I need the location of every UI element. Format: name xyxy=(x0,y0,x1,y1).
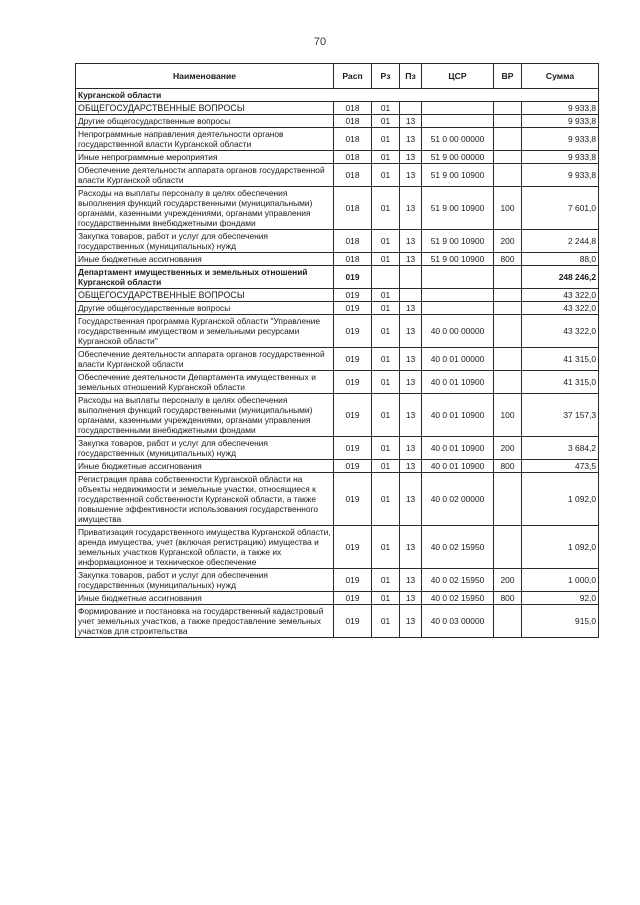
cell-rz: 01 xyxy=(372,230,400,253)
cell-csr: 40 0 03 00000 xyxy=(422,605,494,638)
cell-sum: 9 933,8 xyxy=(522,115,599,128)
cell-sum: 88,0 xyxy=(522,253,599,266)
cell-vr: 200 xyxy=(494,230,522,253)
cell-pz: 13 xyxy=(400,187,422,230)
cell-csr xyxy=(422,302,494,315)
cell-name: Закупка товаров, работ и услуг для обеспечения государственных (муниципальных) нужд xyxy=(76,569,334,592)
cell-name: ОБЩЕГОСУДАРСТВЕННЫЕ ВОПРОСЫ xyxy=(76,289,334,302)
cell-pz: 13 xyxy=(400,128,422,151)
cell-pz: 13 xyxy=(400,394,422,437)
table-row xyxy=(76,187,599,230)
cell-pz: 13 xyxy=(400,115,422,128)
cell-vr xyxy=(494,473,522,526)
cell-rz: 01 xyxy=(372,371,400,394)
cell-vr xyxy=(494,302,522,315)
cell-sum: 3 684,2 xyxy=(522,437,599,460)
cell-sum: 1 092,0 xyxy=(522,526,599,569)
budget-table xyxy=(75,63,599,638)
cell-sum: 41 315,0 xyxy=(522,348,599,371)
cell-name: Иные бюджетные ассигнования xyxy=(76,253,334,266)
header-rasp: Расп xyxy=(334,64,372,89)
header-csr: ЦСР xyxy=(422,64,494,89)
cell-vr: 200 xyxy=(494,437,522,460)
table-row xyxy=(76,115,599,128)
cell-rasp: 019 xyxy=(334,605,372,638)
cell-name: Закупка товаров, работ и услуг для обеспечения государственных (муниципальных) нужд xyxy=(76,230,334,253)
cell-name: Обеспечение деятельности аппарата органов государственной власти Курганской области xyxy=(76,164,334,187)
cell-pz: 13 xyxy=(400,437,422,460)
cell-rasp: 019 xyxy=(334,473,372,526)
cell-rz: 01 xyxy=(372,253,400,266)
table-row xyxy=(76,289,599,302)
cell-sum: 248 246,2 xyxy=(522,266,599,289)
cell-pz: 13 xyxy=(400,526,422,569)
cell-rasp: 019 xyxy=(334,266,372,289)
table-row xyxy=(76,526,599,569)
cell-vr xyxy=(494,526,522,569)
cell-csr: 40 0 00 00000 xyxy=(422,315,494,348)
cell-pz: 13 xyxy=(400,302,422,315)
table-row xyxy=(76,164,599,187)
cell-rasp: 018 xyxy=(334,128,372,151)
cell-rasp: 018 xyxy=(334,151,372,164)
cell-rz xyxy=(372,266,400,289)
cell-rasp: 019 xyxy=(334,569,372,592)
cell-pz: 13 xyxy=(400,315,422,348)
cell-rz: 01 xyxy=(372,473,400,526)
cell-csr: 51 9 00 10900 xyxy=(422,164,494,187)
cell-rz: 01 xyxy=(372,115,400,128)
cell-vr xyxy=(494,371,522,394)
cell-rasp: 019 xyxy=(334,302,372,315)
cell-vr xyxy=(494,115,522,128)
cell-rasp: 018 xyxy=(334,187,372,230)
table-row xyxy=(76,253,599,266)
header-rz: Рз xyxy=(372,64,400,89)
cell-csr xyxy=(422,289,494,302)
cell-sum: 37 157,3 xyxy=(522,394,599,437)
cell-pz: 13 xyxy=(400,253,422,266)
table-row xyxy=(76,371,599,394)
cell-sum: 9 933,8 xyxy=(522,128,599,151)
table-row xyxy=(76,437,599,460)
cell-rasp: 018 xyxy=(334,253,372,266)
table-row xyxy=(76,394,599,437)
table-row xyxy=(76,592,599,605)
header-pz: Пз xyxy=(400,64,422,89)
cell-csr: 51 9 00 10900 xyxy=(422,253,494,266)
table-row xyxy=(76,605,599,638)
cell-name: Формирование и постановка на государственный кадастровый учет земельных участков, а также предоставление земельных участков для строительства xyxy=(76,605,334,638)
cell-sum: 43 322,0 xyxy=(522,315,599,348)
cell-sum: 2 244,8 xyxy=(522,230,599,253)
cell-rz: 01 xyxy=(372,302,400,315)
cell-sum: 1 000,0 xyxy=(522,569,599,592)
cell-vr: 800 xyxy=(494,460,522,473)
cell-rasp: 019 xyxy=(334,394,372,437)
section-heading: Курганской области xyxy=(76,89,599,102)
table-header-row xyxy=(76,64,599,89)
cell-vr: 800 xyxy=(494,253,522,266)
cell-csr: 40 0 02 15950 xyxy=(422,592,494,605)
cell-pz xyxy=(400,289,422,302)
cell-name: ОБЩЕГОСУДАРСТВЕННЫЕ ВОПРОСЫ xyxy=(76,102,334,115)
cell-name: Обеспечение деятельности Департамента имущественных и земельных отношений Курганской области xyxy=(76,371,334,394)
cell-rz: 01 xyxy=(372,605,400,638)
cell-name: Регистрация права собственности Курганской области на объекты недвижимости и земельные участки, относящиеся к государственной собственности Курганской области, а также повышение эффективности использования государственного имущества xyxy=(76,473,334,526)
cell-sum: 7 601,0 xyxy=(522,187,599,230)
cell-vr xyxy=(494,128,522,151)
cell-csr xyxy=(422,115,494,128)
cell-rz: 01 xyxy=(372,289,400,302)
header-sum: Сумма xyxy=(522,64,599,89)
cell-name: Расходы на выплаты персоналу в целях обеспечения выполнения функций государственными (муниципальными) органами, казенными учреждениями, органами управления государственными внебюджетными фондами xyxy=(76,394,334,437)
cell-rz: 01 xyxy=(372,460,400,473)
cell-pz xyxy=(400,102,422,115)
cell-sum: 9 933,8 xyxy=(522,151,599,164)
cell-pz: 13 xyxy=(400,164,422,187)
cell-rasp: 019 xyxy=(334,348,372,371)
cell-pz: 13 xyxy=(400,569,422,592)
cell-rz: 01 xyxy=(372,128,400,151)
cell-name: Приватизация государственного имущества Курганской области, аренда имущества, учет (включая регистрацию) имущества и земельных участков Курганской области, а также их информационное и техническое обеспечение xyxy=(76,526,334,569)
cell-vr: 200 xyxy=(494,569,522,592)
cell-sum: 473,5 xyxy=(522,460,599,473)
table-row xyxy=(76,569,599,592)
header-name: Наименование xyxy=(76,64,334,89)
cell-rz: 01 xyxy=(372,569,400,592)
cell-rasp: 019 xyxy=(334,315,372,348)
cell-csr: 40 0 02 15950 xyxy=(422,526,494,569)
cell-sum: 43 322,0 xyxy=(522,302,599,315)
cell-name: Обеспечение деятельности аппарата органов государственной власти Курганской области xyxy=(76,348,334,371)
cell-csr: 40 0 01 10900 xyxy=(422,371,494,394)
cell-pz: 13 xyxy=(400,230,422,253)
cell-vr xyxy=(494,164,522,187)
cell-pz: 13 xyxy=(400,605,422,638)
cell-pz: 13 xyxy=(400,348,422,371)
cell-rasp: 019 xyxy=(334,289,372,302)
cell-rasp: 018 xyxy=(334,164,372,187)
cell-pz: 13 xyxy=(400,473,422,526)
cell-sum: 41 315,0 xyxy=(522,371,599,394)
cell-rasp: 019 xyxy=(334,371,372,394)
cell-rz: 01 xyxy=(372,394,400,437)
cell-vr xyxy=(494,605,522,638)
cell-vr xyxy=(494,102,522,115)
cell-rz: 01 xyxy=(372,164,400,187)
cell-csr: 40 0 01 10900 xyxy=(422,394,494,437)
table-row xyxy=(76,302,599,315)
table-row xyxy=(76,102,599,115)
cell-vr xyxy=(494,289,522,302)
cell-rasp: 018 xyxy=(334,115,372,128)
cell-csr: 40 0 01 10900 xyxy=(422,437,494,460)
cell-vr xyxy=(494,266,522,289)
header-vr: ВР xyxy=(494,64,522,89)
table-row xyxy=(76,473,599,526)
table-row xyxy=(76,315,599,348)
cell-rasp: 018 xyxy=(334,102,372,115)
cell-name: Другие общегосударственные вопросы xyxy=(76,302,334,315)
cell-vr xyxy=(494,315,522,348)
cell-csr xyxy=(422,266,494,289)
cell-name: Государственная программа Курганской области "Управление государственным имуществом и земельными ресурсами Курганской области" xyxy=(76,315,334,348)
cell-rz: 01 xyxy=(372,526,400,569)
cell-name: Иные бюджетные ассигнования xyxy=(76,460,334,473)
cell-csr: 51 9 00 00000 xyxy=(422,151,494,164)
cell-csr: 51 0 00 00000 xyxy=(422,128,494,151)
cell-rasp: 019 xyxy=(334,592,372,605)
cell-csr: 51 9 00 10900 xyxy=(422,187,494,230)
page-number: 70 xyxy=(313,36,327,48)
table-row xyxy=(76,151,599,164)
cell-vr: 100 xyxy=(494,394,522,437)
table-row xyxy=(76,460,599,473)
cell-pz: 13 xyxy=(400,592,422,605)
cell-rz: 01 xyxy=(372,348,400,371)
cell-rasp: 019 xyxy=(334,460,372,473)
table-row xyxy=(76,230,599,253)
table-row xyxy=(76,266,599,289)
table-body xyxy=(76,89,599,638)
cell-rz: 01 xyxy=(372,102,400,115)
cell-rz: 01 xyxy=(372,151,400,164)
cell-csr: 40 0 02 00000 xyxy=(422,473,494,526)
cell-rz: 01 xyxy=(372,592,400,605)
cell-rz: 01 xyxy=(372,187,400,230)
cell-name: Расходы на выплаты персоналу в целях обеспечения выполнения функций государственными (муниципальными) органами, казенными учреждениями, органами управления государственными внебюджетными фондами xyxy=(76,187,334,230)
cell-csr: 40 0 01 10900 xyxy=(422,460,494,473)
cell-pz: 13 xyxy=(400,460,422,473)
cell-name: Иные бюджетные ассигнования xyxy=(76,592,334,605)
cell-sum: 9 933,8 xyxy=(522,102,599,115)
table-row xyxy=(76,348,599,371)
cell-csr xyxy=(422,102,494,115)
cell-name: Департамент имущественных и земельных отношений Курганской области xyxy=(76,266,334,289)
cell-rasp: 018 xyxy=(334,230,372,253)
cell-rz: 01 xyxy=(372,315,400,348)
cell-sum: 92,0 xyxy=(522,592,599,605)
cell-name: Закупка товаров, работ и услуг для обеспечения государственных (муниципальных) нужд xyxy=(76,437,334,460)
cell-sum: 915,0 xyxy=(522,605,599,638)
cell-rz: 01 xyxy=(372,437,400,460)
table-row xyxy=(76,128,599,151)
cell-name: Непрограммные направления деятельности органов государственной власти Курганской области xyxy=(76,128,334,151)
cell-vr xyxy=(494,348,522,371)
cell-sum: 43 322,0 xyxy=(522,289,599,302)
cell-rasp: 019 xyxy=(334,526,372,569)
cell-name: Иные непрограммные мероприятия xyxy=(76,151,334,164)
cell-rasp: 019 xyxy=(334,437,372,460)
cell-vr xyxy=(494,151,522,164)
cell-name: Другие общегосударственные вопросы xyxy=(76,115,334,128)
cell-pz xyxy=(400,266,422,289)
table-row xyxy=(76,89,599,102)
cell-vr: 800 xyxy=(494,592,522,605)
cell-sum: 1 092,0 xyxy=(522,473,599,526)
cell-csr: 51 9 00 10900 xyxy=(422,230,494,253)
cell-csr: 40 0 01 00000 xyxy=(422,348,494,371)
cell-csr: 40 0 02 15950 xyxy=(422,569,494,592)
cell-sum: 9 933,8 xyxy=(522,164,599,187)
cell-vr: 100 xyxy=(494,187,522,230)
cell-pz: 13 xyxy=(400,151,422,164)
cell-pz: 13 xyxy=(400,371,422,394)
